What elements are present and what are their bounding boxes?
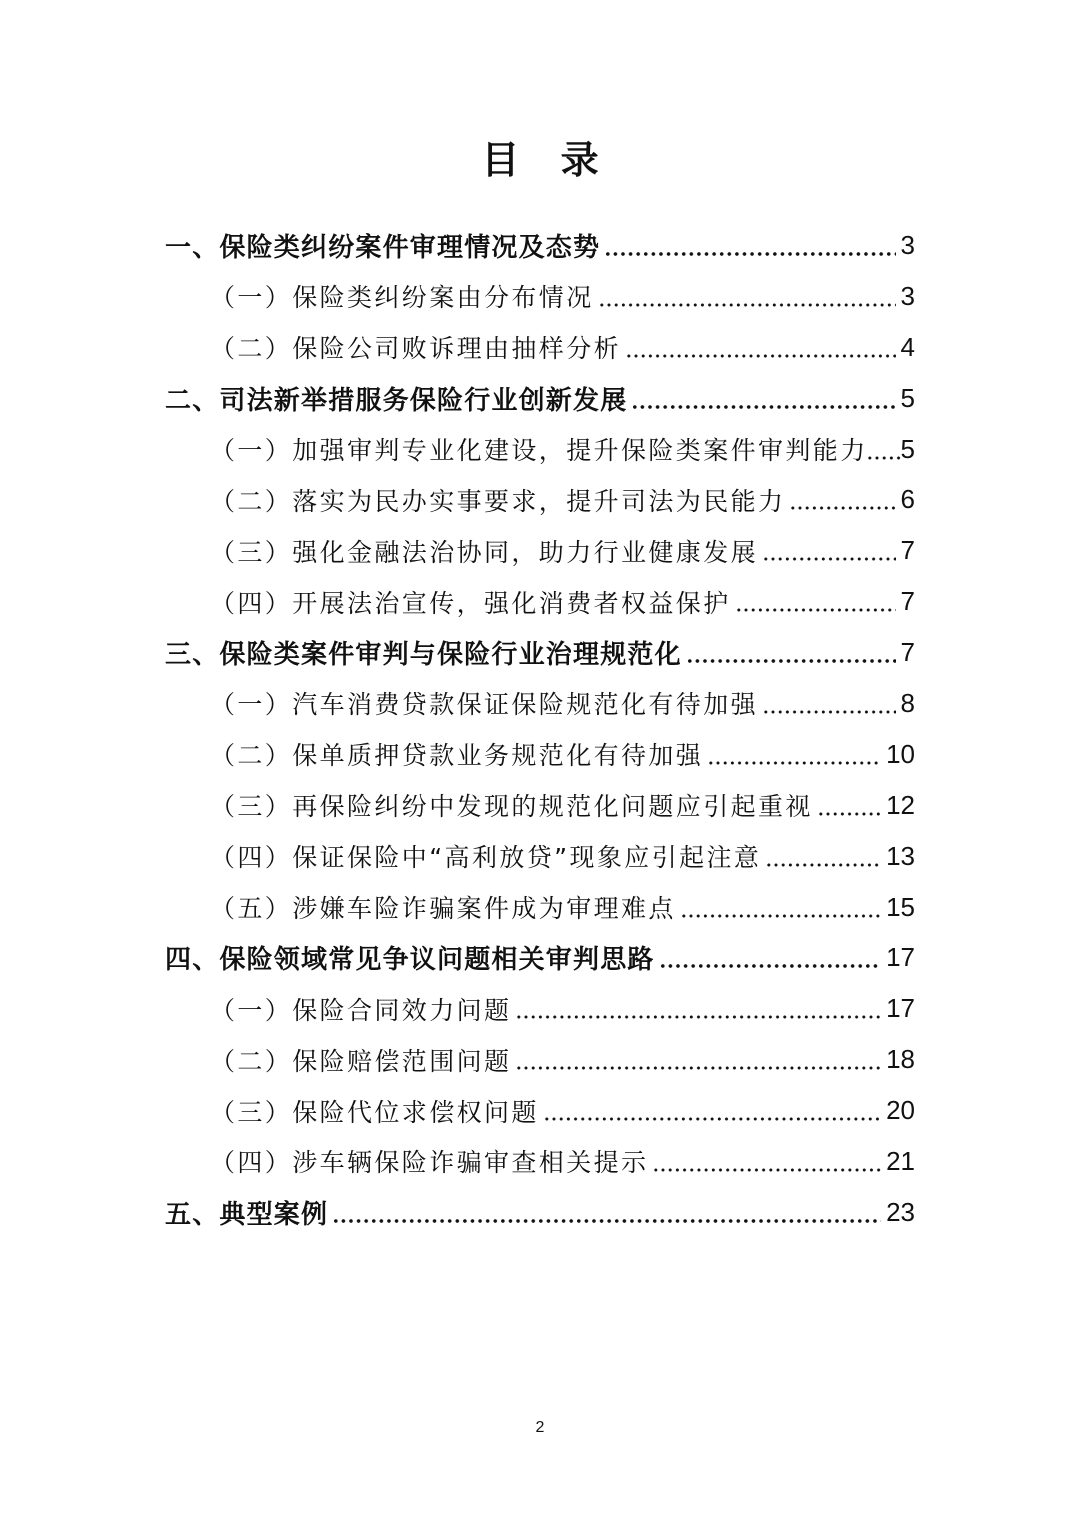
toc-entry-section [165,220,915,271]
toc-entry-title: （三）强化金融法治协同，助力行业健康发展 [210,537,759,567]
toc-entry-subsection [210,525,915,576]
toc-entry-title: （二）落实为民办实事要求，提升司法为民能力 [210,486,786,516]
dot-leader [627,354,896,358]
page-title: 目 录 [481,138,613,182]
toc-entry-subsection [210,882,915,933]
dot-leader [868,456,901,460]
toc-entry-section [165,627,915,678]
toc-entry-title: 四、保险领域常见争议问题相关审判思路 [165,945,655,976]
toc-entry-subsection [210,1034,915,1085]
toc-entry-title: （一）保险类纠纷案由分布情况 [210,283,594,313]
toc-entry-subsection [210,678,915,729]
dot-leader [682,914,881,918]
dot-leader [606,252,895,256]
toc-entry-title: 二、司法新举措服务保险行业创新发展 [165,385,628,416]
toc-entry-title: （一）加强审判专业化建设，提升保险类案件审判能力 [210,436,868,465]
toc-entry-page: 10 [886,738,915,769]
toc-entry-subsection [210,983,915,1034]
toc-entry-title: （三）再保险纠纷中发现的规范化问题应引起重视 [210,792,813,822]
table-of-contents [0,220,1080,1238]
dot-leader [545,1117,881,1121]
toc-entry-page: 5 [900,382,915,413]
toc-entry-title: 五、典型案例 [165,1199,329,1230]
toc-entry-title: （二）保险赔偿范围问题 [210,1046,512,1076]
toc-entry-title: （四）涉车辆保险诈骗审查相关提示 [210,1148,649,1178]
toc-entry-subsection [210,1136,915,1187]
toc-entry-page: 15 [886,891,915,922]
toc-entry-title: （四）保证保险中“高利放贷”现象应引起注意 [210,843,762,873]
dot-leader [334,1219,881,1223]
dot-leader [764,710,896,714]
toc-entry-title: （五）涉嫌车险诈骗案件成为审理难点 [210,894,676,924]
toc-entry-page: 20 [886,1095,915,1126]
toc-entry-subsection [210,576,915,627]
toc-entry-subsection [210,729,915,780]
toc-entry-section [165,1187,915,1238]
toc-entry-title: 三、保险类案件审判与保险行业治理规范化 [165,640,682,671]
dot-leader [517,1066,881,1070]
dot-leader [688,659,896,663]
dot-leader [654,1168,881,1172]
toc-entry-title: 一、保险类纠纷案件审理情况及态势 [165,232,601,263]
dot-leader [737,608,896,612]
toc-entry-subsection [210,1085,915,1136]
toc-entry-section [165,932,915,983]
toc-entry-page: 3 [900,229,915,260]
toc-entry-subsection [210,271,915,322]
toc-entry-page: 21 [886,1145,915,1176]
toc-entry-page: 12 [886,789,915,820]
toc-entry-subsection [210,780,915,831]
toc-entry-page: 3 [900,280,915,311]
toc-entry-page: 6 [900,484,915,515]
dot-leader [517,1015,881,1019]
toc-entry-title: （二）保单质押贷款业务规范化有待加强 [210,741,704,771]
dot-leader [633,405,895,409]
dot-leader [709,761,881,765]
footer-page-number: 2 [535,1419,545,1436]
dot-leader [767,863,881,867]
toc-entry-page: 8 [900,687,915,718]
toc-entry-title: （四）开展法治宣传，强化消费者权益保护 [210,588,731,618]
toc-entry-title: （二）保险公司败诉理由抽样分析 [210,334,622,364]
toc-entry-title: （一）保险合同效力问题 [210,995,512,1025]
toc-entry-page: 5 [900,433,915,464]
toc-entry-page: 18 [886,1044,915,1075]
toc-entry-title: （三）保险代位求偿权问题 [210,1097,539,1127]
toc-entry-page: 7 [900,586,915,617]
toc-entry-subsection [210,831,915,882]
toc-entry-title: （一）汽车消费贷款保证保险规范化有待加强 [210,690,759,720]
toc-entry-page: 17 [886,993,915,1024]
toc-entry-page: 7 [900,637,915,668]
toc-entry-page: 4 [900,331,915,362]
dot-leader [819,812,881,816]
toc-entry-section [165,373,915,424]
toc-entry-page: 17 [886,942,915,973]
toc-entry-subsection [210,424,915,475]
dot-leader [791,506,895,510]
dot-leader [661,964,881,968]
toc-entry-page: 7 [900,535,915,566]
dot-leader [764,557,896,561]
toc-entry-subsection [210,322,915,373]
dot-leader [600,303,896,307]
toc-entry-subsection [210,474,915,525]
toc-entry-page: 23 [886,1196,915,1227]
toc-entry-page: 13 [886,840,915,871]
